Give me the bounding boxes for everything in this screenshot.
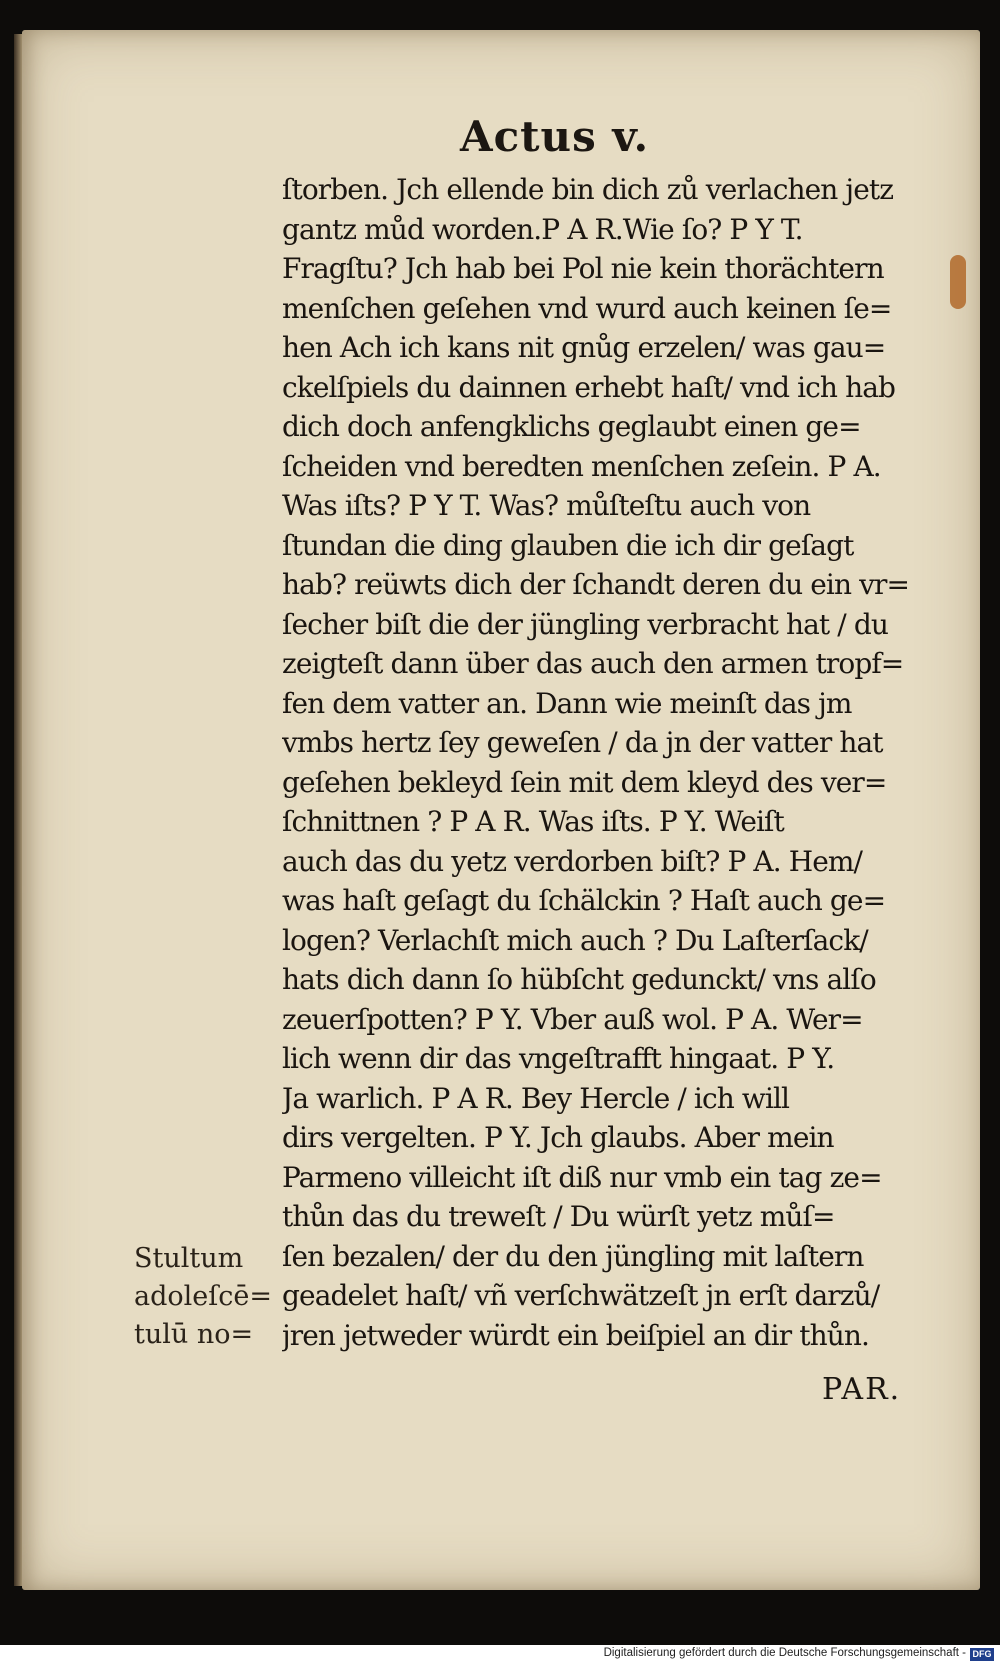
text-line: was haſt geſagt du ſchälckin ? Haſt auch ge=	[282, 884, 886, 917]
text-line: menſchen geſehen vnd wurd auch keinen ſe=	[282, 291, 892, 325]
text-line: ſtundan die ding glauben die ich dir geſagt	[282, 528, 854, 562]
text-line: hab? reüwts dich der ſchandt deren du ein vr=	[282, 568, 910, 601]
running-head: Actus v.	[460, 112, 650, 161]
text-line: ſcheiden vnd beredten menſchen zeſein. P A.	[282, 449, 881, 483]
text-line: vmbs hertz ſey geweſen / da jn der vatter hat	[282, 726, 883, 759]
text-line: dirs vergelten. P Y. Jch glaubs. Aber mein	[282, 1121, 834, 1154]
text-line: hen Ach ich kans nit gnůg erzelen/ was gau=	[282, 331, 886, 364]
text-line: geſehen bekleyd ſein mit dem kleyd des ver=	[282, 765, 887, 799]
text-line: Ja warlich. P A R. Bey Hercle / ich will	[282, 1081, 790, 1115]
text-line: Fragſtu? Jch hab bei Pol nie kein thorächtern	[282, 252, 884, 285]
marginal-note-line: tulū no=	[134, 1319, 254, 1350]
text-line: geadelet haſt/ vñ verſchwätzeſt jn erſt darzů/	[282, 1279, 880, 1312]
marginal-note-line: Stultum	[134, 1243, 244, 1274]
text-line: Parmeno villeicht iſt diß nur vmb ein tag ze=	[282, 1160, 882, 1194]
text-line: logen? Verlachſt mich auch ? Du Laſterſack/	[282, 923, 868, 957]
text-line: ſen bezalen/ der du den jüngling mit laſtern	[282, 1239, 864, 1273]
text-line: lich wenn dir das vngeſtrafft hingaat. P Y.	[282, 1042, 835, 1075]
text-line: dich doch anfengklichs geglaubt einen ge=	[282, 410, 861, 443]
text-line: jren jetweder würdt ein beiſpiel an dir thůn.	[282, 1318, 869, 1352]
dfg-logo: DFG	[970, 1648, 994, 1661]
text-line: ſtorben. Jch ellende bin dich zů verlachen jetz	[282, 173, 894, 206]
marginal-note	[134, 1240, 274, 1354]
text-line: thůn das du treweſt / Du würſt yetz můſ=	[282, 1200, 835, 1233]
text-line: ſchnittnen ? P A R. Was iſts. P Y. Weiſt	[282, 805, 784, 838]
text-line: Was iſts? P Y T. Was? můſteſtu auch von	[282, 489, 811, 522]
catchword: PAR.	[822, 1372, 902, 1407]
text-line: ckelſpiels du dainnen erhebt haſt/ vnd ich hab	[282, 370, 896, 404]
text-line: zeuerſpotten? P Y. Vber auß wol. P A. Wer=	[282, 1002, 863, 1036]
text-line: hats dich dann ſo hübſcht gedunckt/ vns alſo	[282, 963, 876, 996]
text-line: gantz můd worden.P A R.Wie ſo? P Y T.	[282, 212, 803, 246]
marginal-note-line: adoleſcē=	[134, 1281, 272, 1312]
main-text-block	[282, 170, 942, 1355]
text-line: fen dem vatter an. Dann wie meinſt das jm	[282, 686, 852, 720]
text-line: auch das du yetz verdorben biſt? P A. Hem/	[282, 844, 863, 878]
text-line: ſecher biſt die der jüngling verbracht hat / du	[282, 607, 888, 641]
footer-credit: Digitalisierung gefördert durch die Deutsche Forschungsgemeinschaft -	[603, 1647, 966, 1659]
text-line: zeigteſt dann über das auch den armen tropf=	[282, 647, 904, 680]
page-stain	[950, 255, 966, 309]
